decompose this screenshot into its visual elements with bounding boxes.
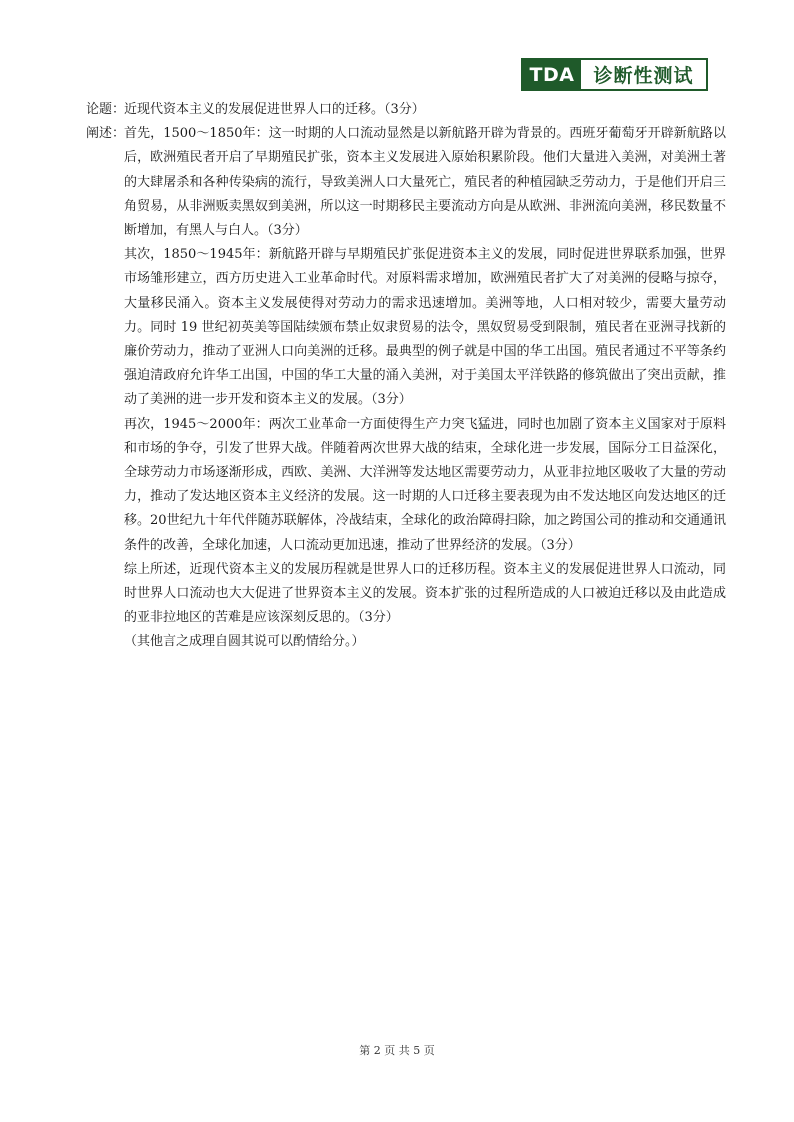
conclusion-paragraph: 综上所述，近现代资本主义的发展历程就是世界人口的迁移历程。资本主义的发展促进世界人口流动，同时世界人口流动也大大促进了世界资本主义的发展。资本扩张的过程所造成的人口被迫迁移以及由此造成的亚非拉地区的苦难是应该深刻反思的。（3分） — [124, 561, 726, 626]
thesis-label: 论题： — [86, 102, 126, 117]
argument-row — [86, 122, 726, 243]
argument-label: 阐述： — [86, 126, 126, 142]
page-number: 第 2 页 共 5 页 — [359, 1044, 435, 1057]
argument-paragraph-2: 其次，1850～1945年：新航路开辟与早期殖民扩张促进资本主义的发展，同时促进世界联系加强，世界市场雏形建立，西方历史进入工业革命时代。对原料需求增加，欧洲殖民者扩大了对美洲的侵略与掠夺，大量移民涌入。资本主义发展使得对劳动力的需求迅速增加。美洲等地，人口相对较少，需要大量劳动力。同时 19 世纪初英美等国陆续颁布禁止奴隶贸易的法令，黑奴贸易受到限制，殖民者在亚洲寻找新的廉价劳动力，推动了亚洲人口向美洲的迁移。最典型的例子就是中国的华工出国。殖民者通过不平等条约强迫清政府允许华工出国，中国的华工大量的涌入美洲，对于美国太平洋铁路的修筑做出了突出贡献，推动了美洲的进一步开发和资本主义的发展。（3分） — [124, 247, 726, 408]
argument-paragraph-3: 再次，1945～2000年：两次工业革命一方面使得生产力突飞猛进，同时也加剧了资本主义国家对于原料和市场的争夺，引发了世界大战。伴随着两次世界大战的结束，全球化进一步发展，国际分工日益深化，全球劳动力市场逐渐形成，西欧、美洲、大洋洲等发达地区需要劳动力，从亚非拉地区吸收了大量的劳动力，推动了发达地区资本主义经济的发展。这一时期的人口迁移主要表现为由不发达地区向发达地区的迁移。20世纪九十年代伴随苏联解体，冷战结束，全球化的政治障碍扫除，加之跨国公司的推动和交通通讯条件的改善，全球化加速，人口流动更加迅速，推动了世界经济的发展。（3分） — [124, 416, 726, 553]
grading-note: （其他言之成理自圆其说可以酌情给分。） — [124, 634, 365, 650]
badge-brand: TDA — [523, 60, 581, 89]
answer-essay — [86, 98, 726, 655]
argument-paragraph-1: 首先，1500～1850年：这一时期的人口流动显然是以新航路开辟为背景的。西班牙葡萄牙开辟新航路以后，欧洲殖民者开启了早期殖民扩张，资本主义发展进入原始积累阶段。他们大量进入美洲，对美洲土著的大肆屠杀和各种传染病的流行，导致美洲人口大量死亡，殖民者的种植园缺乏劳动力，于是他们开启三角贸易，从非洲贩卖黑奴到美洲，所以这一时期移民主要流动方向是从欧洲、非洲流向美洲，移民数量不断增加，有黑人与白人。（3分） — [124, 126, 726, 239]
thesis-text: 近现代资本主义的发展促进世界人口的迁移。（3分） — [124, 102, 425, 117]
thesis-row — [86, 98, 726, 122]
tda-diagnostic-test-badge — [521, 58, 708, 91]
badge-title: 诊断性测试 — [593, 65, 694, 87]
